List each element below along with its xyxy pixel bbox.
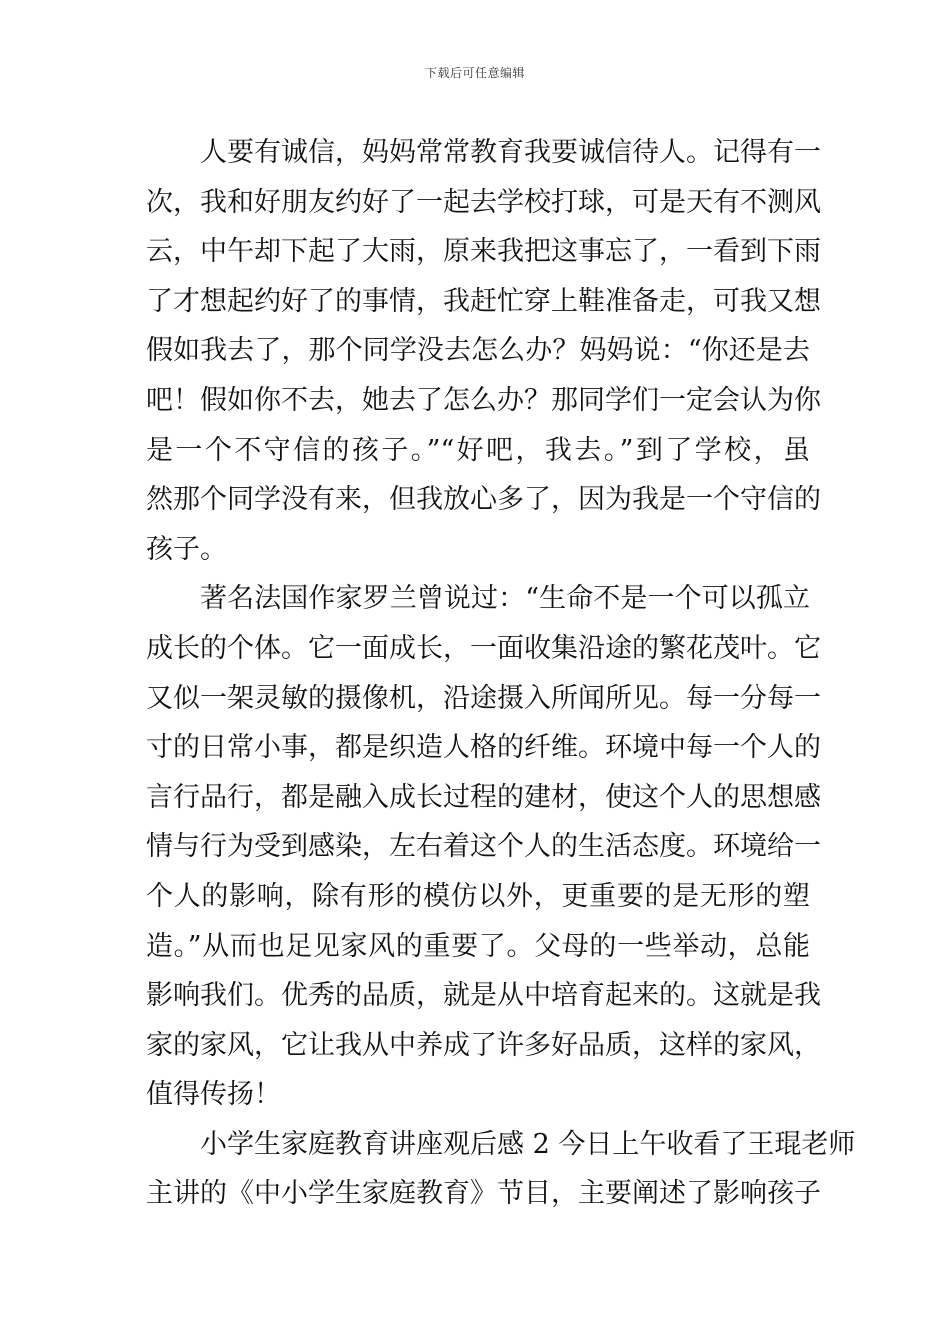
text-line: 假如我去了，那个同学没去怎么办？妈妈说：“你还是去	[146, 335, 810, 367]
text-line: 成长的个体。它一面成长，一面收集沿途的繁花茂叶。它	[146, 632, 821, 664]
text-line: 是一个不守信的孩子。”“好吧，我去。”到了学校，虽	[146, 434, 810, 466]
text-line: 主讲的《中小学生家庭教育》节目，主要阐述了影响孩子	[146, 1178, 821, 1210]
text-line: 然那个同学没有来，但我放心多了，因为我是一个守信的	[146, 484, 821, 516]
text-line: 情与行为受到感染，左右着这个人的生活态度。环境给一	[146, 831, 821, 863]
text-line: 小学生家庭教育讲座观后感 2 今日上午收看了王琨老师	[200, 1128, 856, 1160]
text-line: 个人的影响，除有形的模仿以外，更重要的是无形的塑	[146, 880, 810, 912]
text-line: 次，我和好朋友约好了一起去学校打球，可是天有不测风	[146, 186, 821, 218]
text-line: 了才想起约好了的事情，我赶忙穿上鞋准备走，可我又想	[146, 285, 821, 317]
page-header: 下载后可任意编辑	[424, 66, 525, 80]
text-line: 云，中午却下起了大雨，原来我把这事忘了，一看到下雨	[146, 236, 821, 268]
text-line: 值得传扬！	[146, 1079, 281, 1111]
text-line: 寸的日常小事，都是织造人格的纤维。环境中每一个人的	[146, 732, 821, 764]
text-line: 又似一架灵敏的摄像机，沿途摄入所闻所见。每一分每一	[146, 682, 821, 714]
text-line: 人要有诚信，妈妈常常教育我要诚信待人。记得有一	[200, 137, 821, 168]
text-line: 孩子。	[146, 533, 227, 565]
body-text	[146, 128, 856, 1219]
text-line: 家的家风，它让我从中养成了许多好品质，这样的家风，	[146, 1029, 821, 1061]
text-line: 造。”从而也足见家风的重要了。父母的一些举动，总能	[146, 930, 810, 962]
text-line: 言行品行，都是融入成长过程的建材，使这个人的思想感	[146, 781, 821, 813]
text-line: 影响我们。优秀的品质，就是从中培育起来的。这就是我	[146, 980, 821, 1012]
text-line: 著名法国作家罗兰曾说过：“生命不是一个可以孤立	[200, 583, 810, 615]
text-line: 吧！假如你不去，她去了怎么办？那同学们一定会认为你	[146, 384, 821, 416]
